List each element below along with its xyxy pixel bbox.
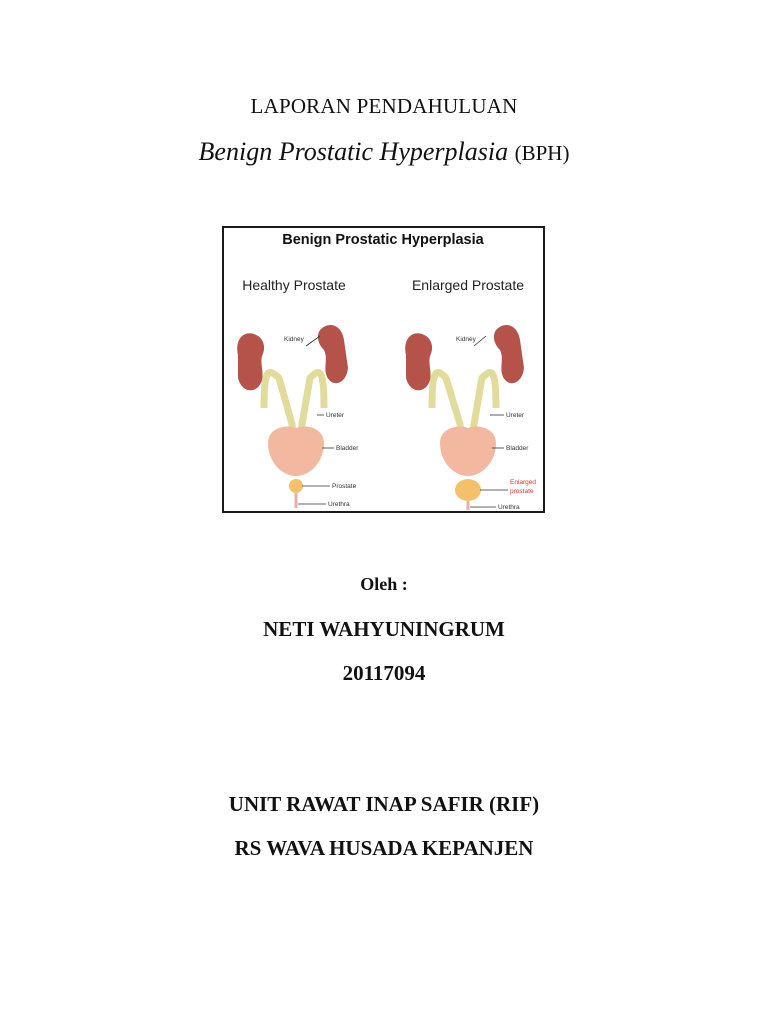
hospital-name: RS WAVA HUSADA KEPANJEN (234, 836, 534, 860)
subtitle-italic: Benign Prostatic Hyperplasia (198, 137, 509, 166)
enlarged-prostate-icon (455, 479, 481, 501)
label-kidney: Kidney (284, 336, 304, 343)
healthy-urinary-system (237, 325, 359, 508)
label-urethra: Urethra (328, 501, 350, 508)
right-kidney-icon-enlarged (494, 325, 524, 383)
figure-title: Benign Prostatic Hyperplasia (282, 232, 484, 248)
bph-diagram (224, 228, 543, 511)
label-urethra-enlarged: Urethra (498, 504, 520, 511)
enlarged-heading: Enlarged Prostate (411, 277, 525, 293)
label-kidney-enlarged: Kidney (456, 336, 476, 343)
label-prostate: Prostate (332, 483, 357, 490)
label-enlarged-line2: prostate (510, 488, 534, 495)
label-ureter: Ureter (326, 412, 345, 419)
prostate-icon (289, 479, 303, 493)
left-kidney-icon-enlarged (405, 333, 432, 390)
bladder-icon-enlarged (440, 427, 496, 476)
report-subtitle (0, 137, 768, 167)
subtitle-abbr: (BPH) (514, 141, 570, 165)
by-label: Oleh : (360, 574, 408, 594)
healthy-heading: Healthy Prostate (242, 277, 346, 293)
author-name: NETI WAHYUNINGRUM (263, 617, 505, 641)
label-bladder-enlarged: Bladder (506, 445, 529, 452)
bladder-icon (268, 427, 324, 476)
enlarged-urinary-system (405, 325, 536, 511)
bph-illustration (222, 226, 545, 513)
unit-name: UNIT RAWAT INAP SAFIR (RIF) (228, 792, 540, 816)
label-enlarged-line1: Enlarged (510, 479, 537, 486)
author-id: 20117094 (342, 661, 426, 685)
label-ureter-enlarged: Ureter (506, 412, 525, 419)
left-kidney-icon (237, 333, 264, 390)
label-bladder: Bladder (336, 445, 359, 452)
report-title: LAPORAN PENDAHULUAN (250, 94, 518, 118)
